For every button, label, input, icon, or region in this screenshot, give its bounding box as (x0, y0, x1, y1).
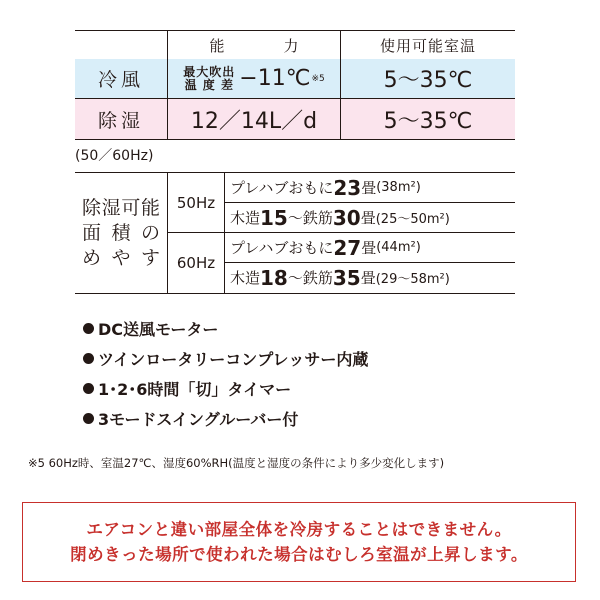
cooling-label: 冷風 (97, 69, 144, 91)
cooling-note-mark: ※5 (311, 73, 325, 84)
feature-item (83, 373, 368, 403)
divider (340, 30, 341, 140)
feature-item (83, 343, 368, 373)
area-row-unit: 畳 (360, 269, 376, 287)
area-row-value: 27 (333, 235, 362, 260)
footnote: ※5 60Hz時、室温27℃、湿度60%RH(温度と湿度の条件により多少変化します) (28, 456, 445, 470)
area-row-prefix: 木造 (230, 269, 261, 287)
dehumidify-label: 除湿 (97, 109, 144, 132)
feature-text: 1･2･6時間「切」タイマー (98, 379, 292, 399)
area-row-unit: 畳 (361, 179, 377, 197)
area-row (225, 233, 520, 262)
area-label (75, 173, 167, 293)
divider (167, 30, 168, 140)
cooling-mini-bottom: 温 度 差 (184, 77, 234, 92)
feature-text: 3モードスイングルーバー付 (98, 409, 299, 429)
bullet-icon (83, 323, 94, 334)
cooling-mini-top: 最大吹出 (183, 64, 236, 79)
area-table (75, 172, 515, 294)
cooling-capacity (168, 59, 340, 98)
area-row-value: 23 (333, 175, 362, 200)
cooling-row (75, 59, 515, 98)
area-row-unit: 畳 (360, 209, 376, 227)
area-row (225, 173, 520, 202)
dehumidify-row (75, 99, 515, 140)
header-usable-temp: 使用可能室温 (379, 36, 476, 55)
bullet-icon (83, 383, 94, 394)
feature-item (83, 313, 368, 343)
hz-50-label: 50Hz (176, 193, 216, 212)
dehumidify-temp-range: 5〜35℃ (383, 108, 473, 134)
area-row-value: 35 (332, 265, 361, 290)
bullet-icon (83, 353, 94, 364)
warning-box (22, 502, 576, 582)
area-row-area: (38m²) (376, 180, 421, 195)
feature-list (83, 313, 368, 433)
area-row (225, 203, 520, 232)
warning-line-2: 閉めきった場所で使われた場合はむしろ室温が上昇します。 (70, 545, 528, 564)
cooling-temp-diff: −11℃ (239, 66, 311, 91)
area-row-mid: 〜鉄筋 (287, 209, 333, 227)
dehumidify-capacity: 12／14L／d (190, 108, 318, 134)
area-row-area: (25〜50m²) (375, 212, 450, 227)
area-row-value: 15 (260, 205, 288, 230)
area-row-area: (44m²) (376, 240, 421, 255)
warning-line-1: エアコンと違い部屋全体を冷房することはできません。 (86, 520, 512, 539)
hz-60-label: 60Hz (176, 254, 216, 272)
area-row (225, 263, 520, 292)
area-row-mid: 〜鉄筋 (287, 269, 333, 287)
area-row-value: 18 (260, 265, 288, 290)
feature-text: ツインロータリーコンプレッサー内蔵 (98, 349, 369, 369)
area-row-unit: 畳 (361, 239, 377, 257)
header-capacity: 能 力 (209, 36, 321, 55)
area-label-line: 面 積 の (82, 221, 160, 244)
bullet-icon (83, 413, 94, 424)
spec-header-row (75, 30, 515, 60)
area-row-prefix: プレハブおもに (230, 239, 334, 257)
area-row-prefix: プレハブおもに (230, 179, 334, 197)
feature-text: DC送風モーター (98, 319, 219, 339)
cooling-temp-range: 5〜35℃ (383, 68, 473, 93)
area-row-value: 30 (332, 205, 361, 230)
area-label-line: め や す (82, 246, 160, 269)
area-row-area: (29〜58m²) (375, 272, 450, 287)
area-label-line: 除湿可能 (82, 196, 160, 219)
frequency-note: (50／60Hz) (75, 148, 154, 164)
feature-item (83, 403, 368, 433)
area-row-prefix: 木造 (230, 209, 261, 227)
